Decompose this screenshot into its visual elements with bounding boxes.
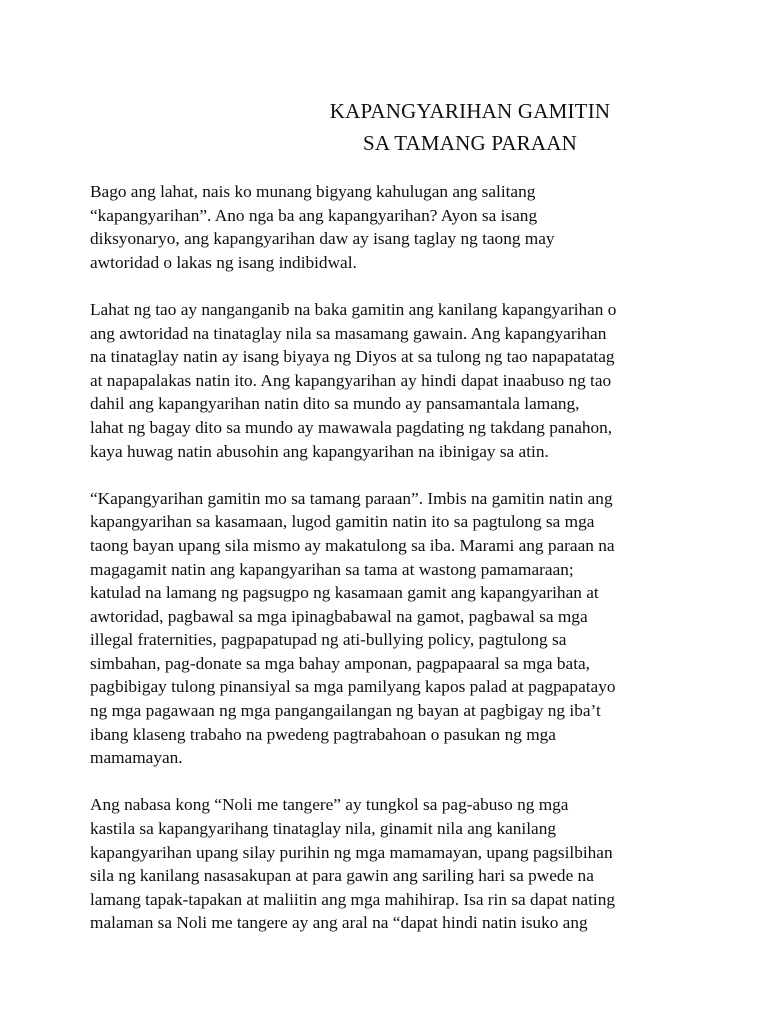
text-line: at napapalakas natin ito. Ang kapangyarihan ay hindi dapat inaabuso ng tao <box>90 370 612 390</box>
text-line: Ang nabasa kong “Noli me tangere” ay tungkol sa pag-abuso ng mga <box>90 795 569 815</box>
text-line: awtoridad o lakas ng isang indibidwal. <box>90 252 357 272</box>
text-line: kapangyarihan upang silay purihin ng mga mamamayan, upang pagsilbihan <box>90 842 613 862</box>
text-line: mamamayan. <box>90 748 183 768</box>
text-line: pagbibigay tulong pinansiyal sa mga pamilyang kapos palad at pagpapatayo <box>90 677 616 697</box>
text-line: Lahat ng tao ay nanganganib na baka gamitin ang kanilang kapangyarihan o <box>90 299 617 319</box>
text-line: “kapangyarihan”. Ano nga ba ang kapangyarihan? Ayon sa isang <box>90 205 538 225</box>
document-title <box>90 95 768 159</box>
text-line: kapangyarihan sa kasamaan, lugod gamitin natin ito sa pagtulong sa mga <box>90 512 595 532</box>
title-line-1: KAPANGYARIHAN GAMITIN <box>329 99 611 123</box>
text-line: “Kapangyarihan gamitin mo sa tamang paraan”. Imbis na gamitin natin ang <box>90 488 613 508</box>
text-line: magagamit natin ang kapangyarihan sa tama at wastong pamamaraan; <box>90 559 574 579</box>
text-line: lahat ng bagay dito sa mundo ay mawawala pagdating ng takdang panahon, <box>90 417 613 437</box>
text-line: kaya huwag natin abusohin ang kapangyarihan na ibinigay sa atin. <box>90 441 549 461</box>
text-line: diksyonaryo, ang kapangyarihan daw ay isang taglay ng taong may <box>90 229 555 249</box>
paragraph-3 <box>90 487 670 770</box>
text-line: na tinataglay natin ay isang biyaya ng Diyos at sa tulong ng tao napapatatag <box>90 347 615 367</box>
text-line: lamang tapak-tapakan at maliitin ang mga mahihirap. Isa rin sa dapat nating <box>90 889 615 909</box>
document-body <box>90 180 670 959</box>
text-line: Bago ang lahat, nais ko munang bigyang kahulugan ang salitang <box>90 182 536 201</box>
title-line-2: SA TAMANG PARAAN <box>363 131 577 155</box>
text-line: awtoridad, pagbawal sa mga ipinagbabawal na gamot, pagbawal sa mga <box>90 606 588 626</box>
text-line: ng mga pagawaan ng mga pangangailangan ng bayan at pagbigay ng iba’t <box>90 701 601 721</box>
paragraph-1 <box>90 180 670 274</box>
text-line: ibang klaseng trabaho na pwedeng pagtrabahoan o pasukan ng mga <box>90 724 556 744</box>
text-line: katulad na lamang ng pagsugpo ng kasamaan gamit ang kapangyarihan at <box>90 583 599 603</box>
text-line: malaman sa Noli me tangere ay ang aral na “dapat hindi natin isuko ang <box>90 913 588 933</box>
paragraph-2 <box>90 298 670 463</box>
text-line: illegal fraternities, pagpapatupad ng ati-bullying policy, pagtulong sa <box>90 630 567 650</box>
text-line: taong bayan upang sila mismo ay makatulong sa iba. Marami ang paraan na <box>90 535 615 555</box>
paragraph-4 <box>90 793 670 935</box>
text-line: kastila sa kapangyarihang tinataglay nila, ginamit nila ang kanilang <box>90 819 556 839</box>
text-line: simbahan, pag-donate sa mga bahay amponan, pagpapaaral sa mga bata, <box>90 653 591 673</box>
text-line: sila ng kanilang nasasakupan at para gawin ang sariling hari sa pwede na <box>90 866 594 886</box>
text-line: ang awtoridad na tinataglay nila sa masamang gawain. Ang kapangyarihan <box>90 323 607 343</box>
text-line: dahil ang kapangyarihan natin dito sa mundo ay pansamantala lamang, <box>90 394 580 414</box>
